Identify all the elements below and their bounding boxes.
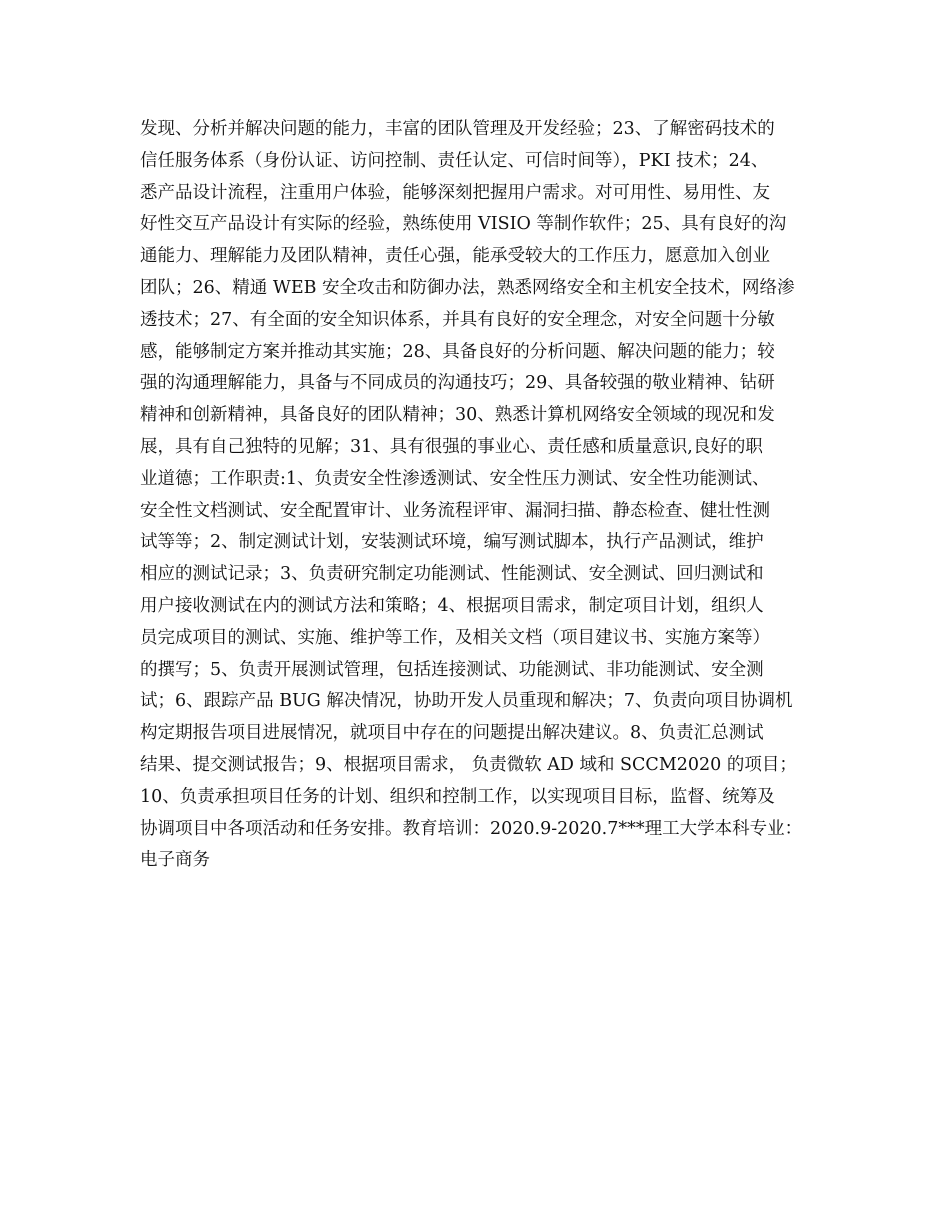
text-line: 感，能够制定方案并推动其实施；28、具备良好的分析问题、解决问题的能力；较 xyxy=(140,341,775,362)
text-line: 用户接收测试在内的测试方法和策略；4、根据项目需求，制定项目计划，组织人 xyxy=(140,595,764,616)
text-line: 发现、分析并解决问题的能力，丰富的团队管理及开发经验；23、了解密码技术的 xyxy=(140,119,775,139)
body-text xyxy=(140,114,830,877)
text-line: 员完成项目的测试、实施、维护等工作，及相关文档（项目建议书、实施方案等） xyxy=(140,627,770,648)
text-line: 安全性文档测试、安全配置审计、业务流程评审、漏洞扫描、静态检查、健壮性测 xyxy=(140,500,770,521)
text-line: 构定期报告项目进展情况，就项目中存在的问题提出解决建议。8、负责汇总测试 xyxy=(140,723,764,744)
text-line: 试；6、跟踪产品 BUG 解决情况，协助开发人员重现和解决；7、负责向项目协调机 xyxy=(140,691,793,712)
text-line: 的撰写；5、负责开展测试管理，包括连接测试、功能测试、非功能测试、安全测 xyxy=(140,659,764,680)
text-line: 业道德；工作职责:1、负责安全性渗透测试、安全性压力测试、安全性功能测试、 xyxy=(140,468,770,489)
text-line: 信任服务体系（身份认证、访问控制、责任认定、可信时间等），PKI 技术；24、 xyxy=(140,150,769,171)
text-line: 试等等；2、制定测试计划，安装测试环境，编写测试脚本，执行产品测试，维护 xyxy=(140,532,764,553)
text-line: 结果、提交测试报告；9、根据项目需求， 负责微软 AD 域和 SCCM2020 的项目； xyxy=(140,754,797,775)
text-line: 团队；26、精通 WEB 安全攻击和防御办法，熟悉网络安全和主机安全技术，网络渗 xyxy=(140,277,795,298)
text-line: 相应的测试记录；3、负责研究制定功能测试、性能测试、安全测试、回归测试和 xyxy=(140,564,764,585)
text-line: 透技术；27、有全面的安全知识体系，并具有良好的安全理念，对安全问题十分敏 xyxy=(140,309,775,330)
text-line: 精神和创新精神，具备良好的团队精神；30、熟悉计算机网络安全领域的现况和发 xyxy=(140,405,775,426)
text-line: 好性交互产品设计有实际的经验，熟练使用 VISIO 等制作软件；25、具有良好的沟 xyxy=(140,214,787,235)
text-line: 通能力、理解能力及团队精神，责任心强，能承受较大的工作压力，愿意加入创业 xyxy=(140,246,770,267)
text-line: 强的沟通理解能力，具备与不同成员的沟通技巧；29、具备较强的敬业精神、钻研 xyxy=(140,373,775,394)
text-line: 电子商务 xyxy=(140,850,210,871)
text-line: 协调项目中各项活动和任务安排。教育培训：2020.9-2020.7***理工大学本科专业： xyxy=(140,818,803,839)
text-line: 悉产品设计流程，注重用户体验，能够深刻把握用户需求。对可用性、易用性、友 xyxy=(140,182,770,203)
text-line: 展，具有自己独特的见解；31、具有很强的事业心、责任感和质量意识,良好的职 xyxy=(140,436,763,457)
text-line: 10、负责承担项目任务的计划、组织和控制工作，以实现项目目标，监督、统筹及 xyxy=(140,786,775,807)
